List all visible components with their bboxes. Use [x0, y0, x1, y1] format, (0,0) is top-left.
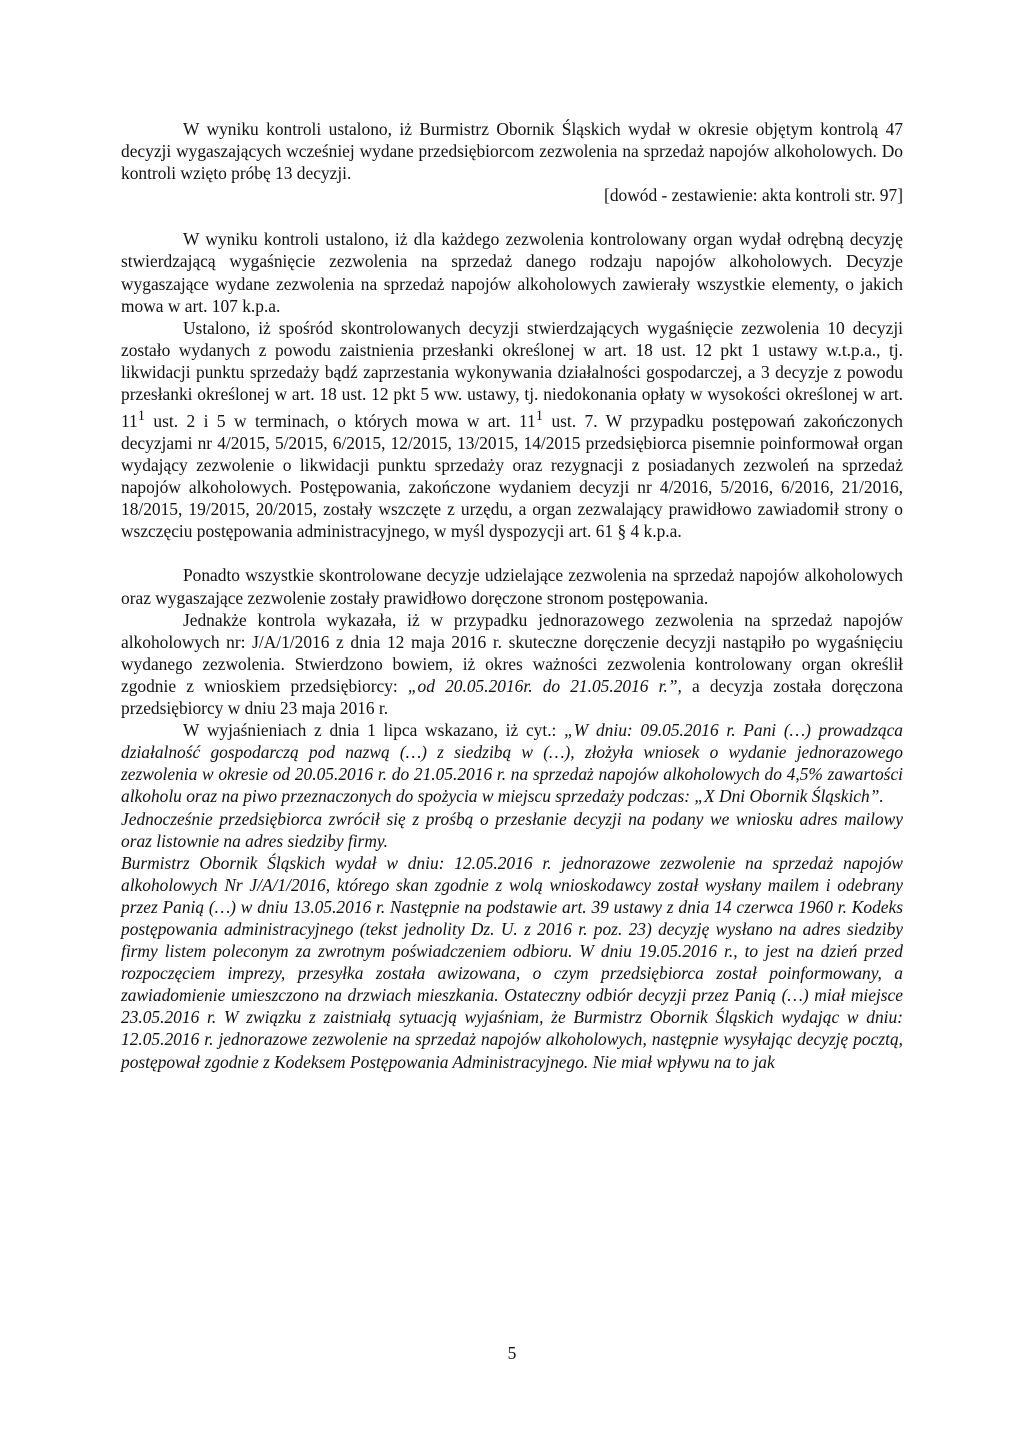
paragraph-decisions-count: W wyniku kontroli ustalono, iż Burmistrz Obornik Śląskich wydał w okresie objętym kontrolą 47 decyzji wygaszających wcześniej wydane przedsiębiorcom zezwolenia na sprzedaż napojów alkoholowych. Do kontroli wzięto próbę 13 decyzji.: [121, 119, 903, 184]
superscript: 1: [137, 408, 145, 425]
document-page: [121, 118, 903, 1073]
text-segment: Jednakże kontrola wykazała, iż w przypadku jednorazowego zezwolenia na sprzedaż napojów alkoholowych nr: J/A/1/2016 z dnia 12 maja 2016 r. skuteczne doręczenie decyzji nastąpiło po wygaśnięciu wydanego zezwolenia. Stwierdzono bowiem, iż okres ważności zezwolenia kontrolowany organ określił zgodnie z wnioskiem przedsiębiorcy:: [121, 609, 903, 696]
text-segment: W wyjaśnieniach z dnia 1 lipca wskazano, iż cyt.:: [183, 720, 565, 741]
paragraph-request: Jednocześnie przedsiębiorca zwrócił się z prośbą o przesłanie decyzji na podany we wniosku adres mailowy oraz listownie na adres siedziby firmy.: [121, 808, 903, 851]
paragraph-control-finding: [121, 609, 903, 719]
text-segment: ust. 2 i 5 w terminach, o których mowa w art. 11: [145, 410, 536, 431]
paragraph-expiry-grounds: [121, 317, 903, 543]
paragraph-explanations: [121, 719, 903, 807]
evidence-note: [dowód - zestawienie: akta kontroli str. 97]: [604, 185, 903, 206]
text-segment: Ustalono, iż spośród skontrolowanych decyzji stwierdzających wygaśnięcie zezwolenia 10 decyzji zostało wydanych z powodu zaistnienia przesłanki określonej w art. 18 ust. 12 pkt 1 ustawy w.t.p.a., tj. likwidacji punktu sprzedaży bądź zaprzestania wykonywania działalności gospodarczej, a 3 decyzje z powodu przesłanki określonej w art. 18 ust. 12 pkt 5 ww. ustawy, tj. niedokonania opłaty w wysokości określonej w art. 11: [121, 317, 903, 431]
paragraph-delivery: Ponadto wszystkie skontrolowane decyzje udzielające zezwolenia na sprzedaż napojów alkoholowych oraz wygaszające zezwolenie zostały prawidłowo doręczone stronom postępowania.: [121, 565, 903, 608]
quoted-explanation: „W dniu: 09.05.2016 r. Pani (…) prowadząca działalność gospodarczą pod nazwą (…) z siedzibą w (…), złożyła wniosek o wydanie jednorazowego zezwolenia w okresie od 20.05.2016 r. do 21.05.2016 r. na sprzedaż napojów alkoholowych do 4,5% zawartości alkoholu oraz na piwo przeznaczonych do spożycia w miejscu sprzedaży podczas: „X Dni Obornik Śląskich”.: [121, 720, 903, 807]
text-segment: ust. 7. W przypadku postępowań zakończonych decyzjami nr 4/2015, 5/2015, 6/2015, 12/2015, 13/2015, 14/2015 przedsiębiorca pisemnie poinformował organ wydający zezwolenie o likwidacji punktu sprzedaży oraz rezygnacji z posiadanych zezwoleń na sprzedaż napojów alkoholowych. Postępowania, zakończone wydaniem decyzji nr 4/2016, 5/2016, 6/2016, 21/2016, 18/2015, 19/2015, 20/2015, zostały wszczęte z urzędu, a organ zezwalający prawidłowo zawiadomił strony o wszczęciu postępowania administracyjnego, w myśl dyspozycji art. 61 § 4 k.p.a.: [121, 410, 903, 542]
quoted-period: „od 20.05.2016r. do 21.05.2016 r.”: [407, 675, 678, 696]
superscript: 1: [535, 408, 544, 425]
paragraph-separate-decisions: W wyniku kontroli ustalono, iż dla każdego zezwolenia kontrolowany organ wydał odrębną decyzję stwierdzającą wygaśnięcie zezwolenia na sprzedaż danego rodzaju napojów alkoholowych. Decyzje wygaszające wydane zezwolenia na sprzedaż napojów alkoholowych zawierały wszystkie elementy, o jakich mowa w art. 107 k.p.a.: [121, 229, 903, 316]
page-number: 5: [507, 1343, 517, 1363]
paragraph-mayor-statement: Burmistrz Obornik Śląskich wydał w dniu: 12.05.2016 r. jednorazowe zezwolenie na sprzedaż napojów alkoholowych Nr J/A/1/2016, którego skan zgodnie z wolą wnioskodawcy został wysłany mailem i odebrany przez Panią (…) w dniu 13.05.2016 r. Następnie na podstawie art. 39 ustawy z dnia 14 czerwca 1960 r. Kodeks postępowania administracyjnego (tekst jednolity Dz. U. z 2016 r. poz. 23) decyzję wysłano na adres siedziby firmy listem poleconym za zwrotnym poświadczeniem odbioru. W dniu 19.05.2016 r., to jest na dzień przed rozpoczęciem imprezy, przesyłka została awizowana, o czym przedsiębiorca został poinformowany, a zawiadomienie umieszczono na drzwiach mieszkania. Ostateczny odbiór decyzji przez Panią (…) miał miejsce 23.05.2016 r. W związku z zaistniałą sytuacją wyjaśniam, że Burmistrz Obornik Śląskich wydając w dniu: 12.05.2016 r. jednorazowe zezwolenie na sprzedaż napojów alkoholowych, następnie wysyłając decyzję pocztą, postępował zgodnie z Kodeksem Postępowania Administracyjnego. Nie miał wpływu na to jak: [121, 852, 903, 1072]
text-segment: , a decyzja została doręczona przedsiębiorcy w dniu 23 maja 2016 r.: [121, 675, 903, 719]
